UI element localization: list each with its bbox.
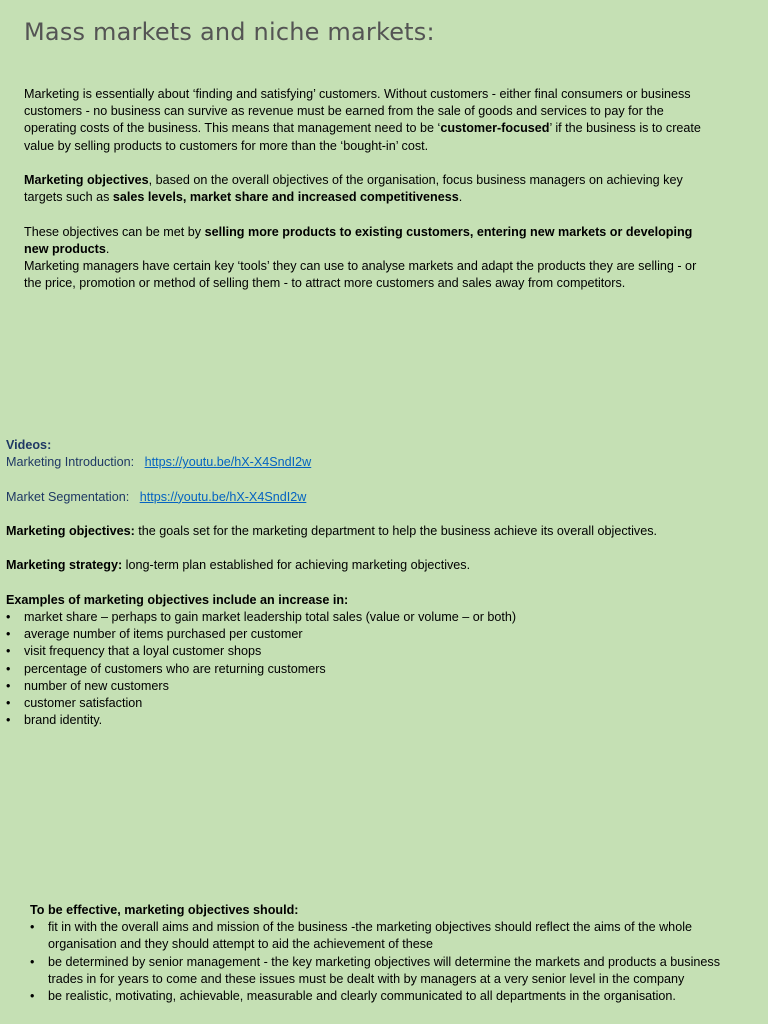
effective-list: [30, 919, 720, 1005]
intro-section: [24, 86, 714, 292]
list-item: • visit frequency that a loyal customer shops: [6, 643, 746, 660]
list-item: • customer satisfaction: [6, 695, 746, 712]
videos-heading: Videos:: [6, 438, 52, 452]
list-item: • fit in with the overall aims and mission of the business -the marketing objectives should reflect the aims of the whole organisation and they should attempt to aid the achievement of these: [30, 919, 720, 953]
list-item: • number of new customers: [6, 678, 746, 695]
list-item: • average number of items purchased per customer: [6, 626, 746, 643]
video-link[interactable]: https://youtu.be/hX-X4SndI2w: [144, 455, 312, 470]
list-item: • market share – perhaps to gain market leadership total sales (value or volume – or both): [6, 609, 746, 626]
list-item: • brand identity.: [6, 712, 746, 729]
videos-section: [6, 437, 746, 729]
effective-heading: To be effective, marketing objectives should:: [30, 903, 299, 917]
page-title: Mass markets and niche markets:: [24, 18, 435, 46]
intro-paragraph-2: Marketing objectives, based on the overall objectives of the organisation, focus business managers on achieving key targets such as sales levels, market share and increased competitiveness.: [24, 173, 683, 205]
definition-strategy: Marketing strategy: long-term plan established for achieving marketing objectives.: [6, 558, 471, 573]
examples-list: [6, 609, 746, 729]
intro-paragraph-3: These objectives can be met by selling more products to existing customers, entering new markets or developing new products.: [24, 224, 693, 256]
definition-objectives: Marketing objectives: the goals set for the marketing department to help the business achieve its overall objectives.: [6, 523, 658, 538]
list-item: • be realistic, motivating, achievable, measurable and clearly communicated to all departments in the organisation.: [30, 988, 720, 1005]
list-item: • percentage of customers who are returning customers: [6, 661, 746, 678]
examples-heading: Examples of marketing objectives include an increase in:: [6, 592, 349, 607]
video-item: Marketing Introduction: https://youtu.be/hX-X4SndI2w: [6, 455, 312, 470]
intro-paragraph-1: Marketing is essentially about ‘finding and satisfying’ customers. Without customers - either final consumers or business customers - no business can survive as revenue must be earned from the sale of goods and services to pay for the operating costs of the business. This means that management need to be ‘customer-focused’ if the business is to create value by selling products to customers for more than the ‘bought-in’ cost.: [24, 87, 701, 153]
intro-paragraph-4: Marketing managers have certain key ‘tools’ they can use to analyse markets and adapt the products they are selling - or the price, promotion or method of selling them - to attract more customers and sales away from competitors.: [24, 259, 697, 291]
video-link[interactable]: https://youtu.be/hX-X4SndI2w: [139, 489, 307, 504]
effective-section: [30, 902, 720, 1005]
list-item: • be determined by senior management - the key marketing objectives will determine the markets and products a business trades in for years to come and these issues must be dealt with by managers at a very senior level in the company: [30, 954, 720, 988]
video-item: Market Segmentation: https://youtu.be/hX-X4SndI2w: [6, 489, 307, 504]
